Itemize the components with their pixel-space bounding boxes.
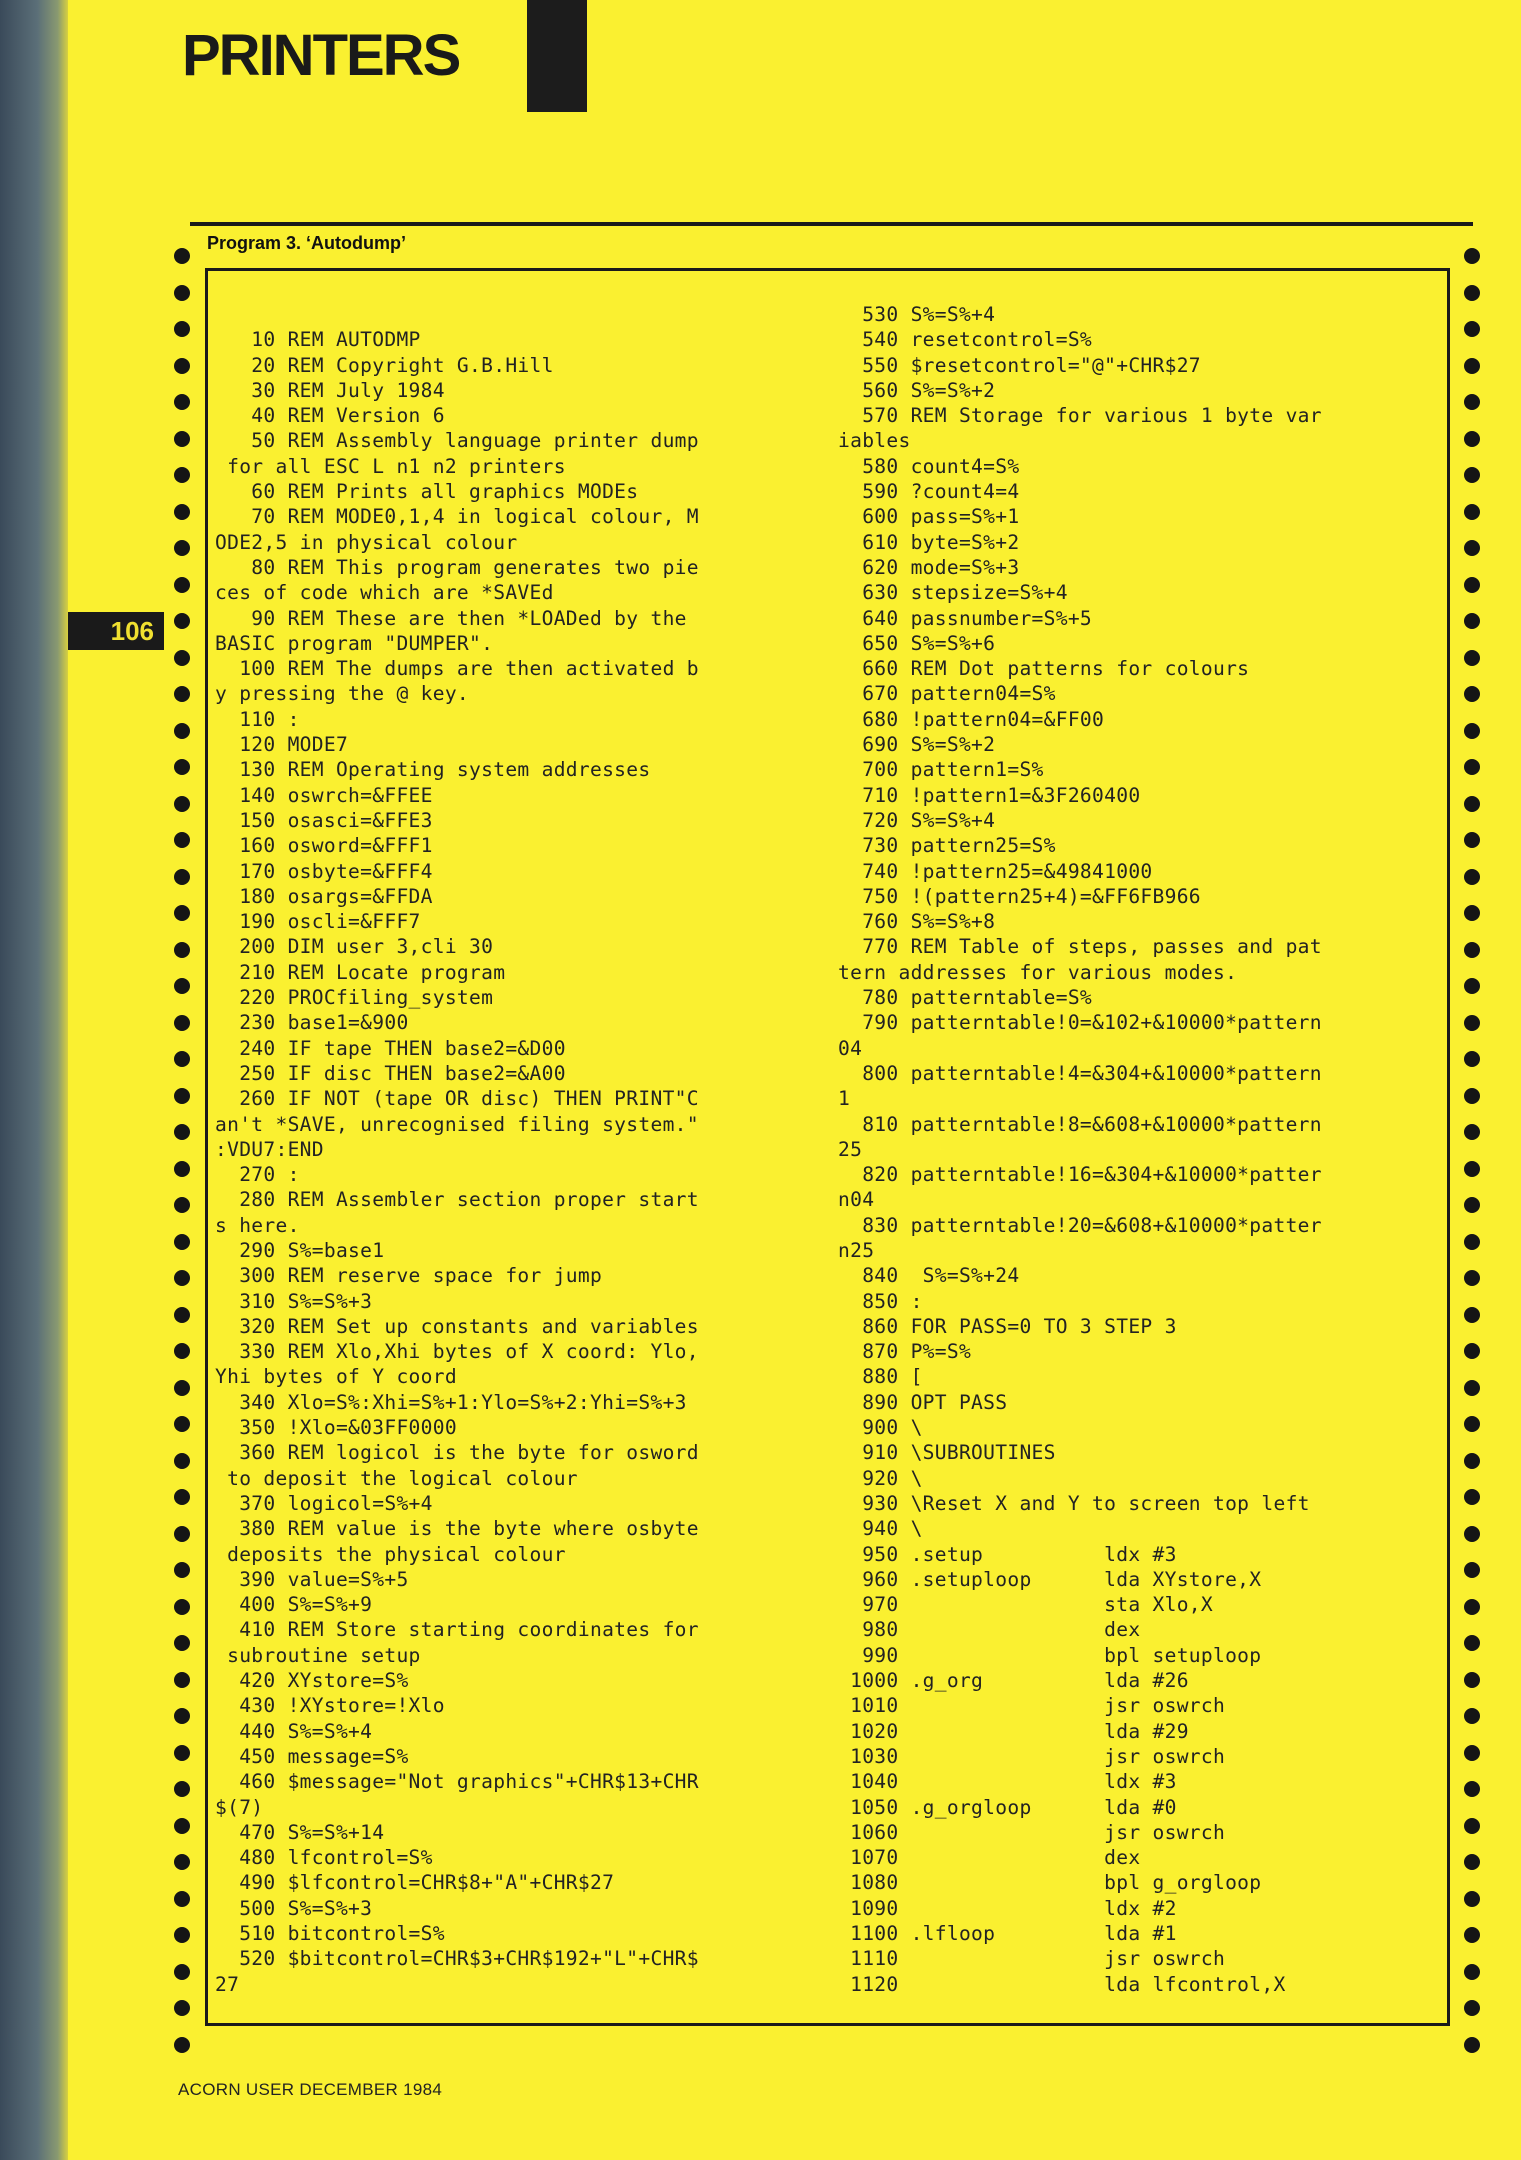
sprocket-hole <box>1464 869 1480 885</box>
sprocket-hole <box>174 1854 190 1870</box>
sprocket-hole <box>1464 1307 1480 1323</box>
sprocket-hole <box>1464 431 1480 447</box>
code-line: 1110 jsr oswrch <box>838 1947 1226 1971</box>
code-line: 300 REM reserve space for jump <box>215 1264 603 1288</box>
sprocket-hole <box>1464 358 1480 374</box>
code-line: 740 !pattern25=&49841000 <box>838 859 1153 883</box>
code-line: 200 DIM user 3,cli 30 <box>215 935 494 959</box>
sprocket-hole <box>174 1964 190 1980</box>
code-line: 830 patterntable!20=&608+&10000*patter <box>838 1213 1322 1237</box>
sprocket-hole <box>1464 1416 1480 1432</box>
sprocket-hole <box>1464 1672 1480 1688</box>
code-line: subroutine setup <box>215 1643 421 1667</box>
code-line: n04 <box>838 1188 875 1212</box>
code-line: 40 REM Version 6 <box>215 404 445 428</box>
code-line: 240 IF tape THEN base2=&D00 <box>215 1036 566 1060</box>
code-line: 250 IF disc THEN base2=&A00 <box>215 1061 566 1085</box>
sprocket-hole <box>1464 1526 1480 1542</box>
sprocket-hole <box>1464 1927 1480 1943</box>
code-line: 1090 ldx #2 <box>838 1896 1177 1920</box>
code-line: 1040 ldx #3 <box>838 1770 1177 1794</box>
sprocket-hole <box>174 942 190 958</box>
header-black-block <box>527 0 587 112</box>
code-line: 130 REM Operating system addresses <box>215 758 651 782</box>
sprocket-holes-right <box>1460 248 1484 2038</box>
code-line: 10 REM AUTODMP <box>215 328 421 352</box>
sprocket-hole <box>174 1343 190 1359</box>
sprocket-hole <box>174 1124 190 1140</box>
sprocket-hole <box>1464 504 1480 520</box>
code-line: 400 S%=S%+9 <box>215 1593 373 1617</box>
sprocket-hole <box>1464 1197 1480 1213</box>
code-line: 490 $lfcontrol=CHR$8+"A"+CHR$27 <box>215 1871 615 1895</box>
code-line: 650 S%=S%+6 <box>838 631 996 655</box>
sprocket-hole <box>174 1526 190 1542</box>
code-line: 150 osasci=&FFE3 <box>215 808 433 832</box>
code-line: 1080 bpl g_orgloop <box>838 1871 1262 1895</box>
sprocket-hole <box>1464 540 1480 556</box>
code-line: 60 REM Prints all graphics MODEs <box>215 480 639 504</box>
code-line: 1 <box>838 1087 851 1111</box>
code-line: 270 : <box>215 1163 300 1187</box>
sprocket-hole <box>1464 832 1480 848</box>
sprocket-hole <box>174 613 190 629</box>
code-line: 950 .setup ldx #3 <box>838 1542 1177 1566</box>
code-line: 880 [ <box>838 1365 923 1389</box>
code-line: 660 REM Dot patterns for colours <box>838 657 1250 681</box>
code-line: 700 pattern1=S% <box>838 758 1044 782</box>
code-line: 480 lfcontrol=S% <box>215 1846 433 1870</box>
sprocket-hole <box>1464 1891 1480 1907</box>
sprocket-hole <box>174 1599 190 1615</box>
code-line: 230 base1=&900 <box>215 1011 409 1035</box>
sprocket-hole <box>174 978 190 994</box>
sprocket-hole <box>1464 1964 1480 1980</box>
code-line: 1100 .lfloop lda #1 <box>838 1922 1177 1945</box>
sprocket-hole <box>174 1270 190 1286</box>
code-line: 100 REM The dumps are then activated b <box>215 657 699 681</box>
code-line: 640 passnumber=S%+5 <box>838 606 1093 630</box>
code-line: 590 ?count4=4 <box>838 480 1020 504</box>
code-line: for all ESC L n1 n2 printers <box>215 454 566 478</box>
code-line: 580 count4=S% <box>838 454 1020 478</box>
code-line: 320 REM Set up constants and variables <box>215 1314 699 1338</box>
code-line: 750 !(pattern25+4)=&FF6FB966 <box>838 884 1201 908</box>
sprocket-hole <box>174 1818 190 1834</box>
sprocket-hole <box>1464 1015 1480 1031</box>
code-line: 30 REM July 1984 <box>215 378 445 402</box>
code-line: 840 S%=S%+24 <box>838 1264 1020 1288</box>
code-line: 1060 jsr oswrch <box>838 1820 1226 1844</box>
sprocket-hole <box>1464 1270 1480 1286</box>
code-line: 1010 jsr oswrch <box>838 1694 1226 1718</box>
code-line: 380 REM value is the byte where osbyte <box>215 1517 699 1541</box>
code-line: 850 : <box>838 1289 923 1313</box>
sprocket-hole <box>1464 1489 1480 1505</box>
code-line: an't *SAVE, unrecognised filing system." <box>215 1112 699 1136</box>
code-line: 420 XYstore=S% <box>215 1669 409 1693</box>
code-line: 310 S%=S%+3 <box>215 1289 373 1313</box>
sprocket-hole <box>1464 2037 1480 2053</box>
code-line: deposits the physical colour <box>215 1542 566 1566</box>
sprocket-hole <box>174 577 190 593</box>
code-line: 550 $resetcontrol="@"+CHR$27 <box>838 353 1201 377</box>
code-line: 990 bpl setuploop <box>838 1643 1262 1667</box>
code-line: 1020 lda #29 <box>838 1719 1189 1743</box>
sprocket-hole <box>174 467 190 483</box>
code-line: s here. <box>215 1213 300 1237</box>
sprocket-hole <box>1464 759 1480 775</box>
sprocket-hole <box>174 2000 190 2016</box>
listing-caption: Program 3. ‘Autodump’ <box>207 233 407 253</box>
code-line: 50 REM Assembly language printer dump <box>215 429 699 453</box>
code-line: 710 !pattern1=&3F260400 <box>838 783 1141 807</box>
sprocket-hole <box>174 358 190 374</box>
code-line: 190 oscli=&FFF7 <box>215 910 421 934</box>
code-line: 760 S%=S%+8 <box>838 910 996 934</box>
code-line: 160 osword=&FFF1 <box>215 834 433 858</box>
code-line: 690 S%=S%+2 <box>838 733 996 757</box>
code-line: 980 dex <box>838 1618 1141 1642</box>
listing-column-left <box>215 302 699 1997</box>
code-line: 330 REM Xlo,Xhi bytes of X coord: Ylo, <box>215 1340 699 1364</box>
code-line: 720 S%=S%+4 <box>838 808 996 832</box>
page-number-tab: 106 <box>68 612 164 650</box>
sprocket-hole <box>174 905 190 921</box>
code-line: 820 patterntable!16=&304+&10000*patter <box>838 1163 1322 1187</box>
sprocket-hole <box>174 759 190 775</box>
sprocket-hole <box>1464 1051 1480 1067</box>
code-line: 770 REM Table of steps, passes and pat <box>838 935 1322 959</box>
code-line: n25 <box>838 1238 875 1262</box>
sprocket-hole <box>174 1781 190 1797</box>
code-line: 170 osbyte=&FFF4 <box>215 859 433 883</box>
sprocket-hole <box>174 1489 190 1505</box>
code-line: 570 REM Storage for various 1 byte var <box>838 404 1322 428</box>
code-line: 450 message=S% <box>215 1744 409 1768</box>
code-line: 810 patterntable!8=&608+&10000*pattern <box>838 1112 1322 1136</box>
sprocket-hole <box>174 1562 190 1578</box>
code-line: 790 patterntable!0=&102+&10000*pattern <box>838 1011 1322 1035</box>
sprocket-hole <box>1464 796 1480 812</box>
code-line: $(7) <box>215 1795 264 1819</box>
magazine-footer: ACORN USER DECEMBER 1984 <box>178 2080 443 2099</box>
code-line: 470 S%=S%+14 <box>215 1820 385 1844</box>
code-line: 960 .setuploop lda XYstore,X <box>838 1567 1262 1591</box>
sprocket-hole <box>174 540 190 556</box>
sprocket-hole <box>174 650 190 666</box>
code-line: 290 S%=base1 <box>215 1238 385 1262</box>
sprocket-holes-left <box>170 248 194 2038</box>
sprocket-hole <box>174 321 190 337</box>
code-line: 620 mode=S%+3 <box>838 555 1020 579</box>
sprocket-hole <box>174 1380 190 1396</box>
sprocket-hole <box>174 1927 190 1943</box>
sprocket-hole <box>1464 1453 1480 1469</box>
code-line: 920 \ <box>838 1466 923 1490</box>
sprocket-hole <box>1464 1745 1480 1761</box>
sprocket-hole <box>174 1234 190 1250</box>
code-line: 670 pattern04=S% <box>838 682 1056 706</box>
sprocket-hole <box>1464 978 1480 994</box>
code-line: 730 pattern25=S% <box>838 834 1056 858</box>
code-line: 970 sta Xlo,X <box>838 1593 1213 1617</box>
code-line: to deposit the logical colour <box>215 1466 578 1490</box>
sprocket-hole <box>174 285 190 301</box>
code-line: 340 Xlo=S%:Xhi=S%+1:Ylo=S%+2:Yhi=S%+3 <box>215 1390 687 1414</box>
code-line: 900 \ <box>838 1416 923 1440</box>
sprocket-hole <box>1464 1234 1480 1250</box>
sprocket-hole <box>174 796 190 812</box>
code-line: Yhi bytes of Y coord <box>215 1365 457 1389</box>
code-line: 1030 jsr oswrch <box>838 1744 1226 1768</box>
sprocket-hole <box>174 869 190 885</box>
sprocket-hole <box>174 832 190 848</box>
code-line: 560 S%=S%+2 <box>838 378 996 402</box>
code-line: 25 <box>838 1137 863 1161</box>
sprocket-hole <box>174 1161 190 1177</box>
code-line: 370 logicol=S%+4 <box>215 1491 433 1515</box>
code-line: 360 REM logicol is the byte for osword <box>215 1441 699 1465</box>
section-title: PRINTERS <box>182 23 460 88</box>
code-line: ces of code which are *SAVEd <box>215 581 554 605</box>
code-line: 870 P%=S% <box>838 1340 972 1364</box>
sprocket-hole <box>1464 686 1480 702</box>
code-line: 930 \Reset X and Y to screen top left <box>838 1491 1310 1515</box>
sprocket-hole <box>174 1708 190 1724</box>
code-line: 610 byte=S%+2 <box>838 530 1020 554</box>
code-line: 910 \SUBROUTINES <box>838 1441 1056 1465</box>
code-line: 140 oswrch=&FFEE <box>215 783 433 807</box>
code-line: 530 S%=S%+4 <box>838 303 996 326</box>
code-line: 1070 dex <box>838 1846 1141 1870</box>
sprocket-hole <box>174 431 190 447</box>
sprocket-hole <box>174 723 190 739</box>
sprocket-hole <box>1464 1380 1480 1396</box>
code-line: 120 MODE7 <box>215 733 349 757</box>
sprocket-hole <box>1464 321 1480 337</box>
code-line: 70 REM MODE0,1,4 in logical colour, M <box>215 505 699 529</box>
sprocket-hole <box>1464 905 1480 921</box>
sprocket-hole <box>1464 1818 1480 1834</box>
sprocket-hole <box>174 686 190 702</box>
sprocket-hole <box>1464 1343 1480 1359</box>
sprocket-hole <box>1464 1124 1480 1140</box>
code-line: 110 : <box>215 707 300 731</box>
code-line: 210 REM Locate program <box>215 960 506 984</box>
sprocket-hole <box>1464 1562 1480 1578</box>
code-line: 20 REM Copyright G.B.Hill <box>215 353 554 377</box>
code-line: 800 patterntable!4=&304+&10000*pattern <box>838 1061 1322 1085</box>
code-line: :VDU7:END <box>215 1137 324 1161</box>
code-line: 510 bitcontrol=S% <box>215 1922 445 1945</box>
code-line: 430 !XYstore=!Xlo <box>215 1694 445 1718</box>
sprocket-hole <box>174 1891 190 1907</box>
code-line: 780 patterntable=S% <box>838 986 1093 1010</box>
sprocket-hole <box>1464 1161 1480 1177</box>
sprocket-hole <box>174 1015 190 1031</box>
sprocket-hole <box>174 1453 190 1469</box>
sprocket-hole <box>174 1307 190 1323</box>
code-line: 860 FOR PASS=0 TO 3 STEP 3 <box>838 1314 1177 1338</box>
code-line: 410 REM Store starting coordinates for <box>215 1618 699 1642</box>
sprocket-hole <box>1464 613 1480 629</box>
sprocket-hole <box>1464 248 1480 264</box>
sprocket-hole <box>1464 1708 1480 1724</box>
code-line: 890 OPT PASS <box>838 1390 1008 1414</box>
code-line: 680 !pattern04=&FF00 <box>838 707 1105 731</box>
code-line: 1050 .g_orgloop lda #0 <box>838 1795 1177 1819</box>
sprocket-hole <box>1464 394 1480 410</box>
code-line: 27 <box>215 1972 240 1996</box>
code-line: iables <box>838 429 911 453</box>
code-line: 180 osargs=&FFDA <box>215 884 433 908</box>
code-line <box>215 302 699 327</box>
code-line: 940 \ <box>838 1517 923 1541</box>
code-line: 280 REM Assembler section proper start <box>215 1188 699 1212</box>
code-line: 1120 lda lfcontrol,X <box>838 1972 1286 1996</box>
code-line: 630 stepsize=S%+4 <box>838 581 1068 605</box>
code-line: 80 REM This program generates two pie <box>215 555 699 579</box>
code-line: 220 PROCfiling_system <box>215 986 494 1010</box>
sprocket-hole <box>1464 1088 1480 1104</box>
sprocket-hole <box>1464 285 1480 301</box>
sprocket-hole <box>1464 467 1480 483</box>
sprocket-hole <box>1464 577 1480 593</box>
sprocket-hole <box>1464 1781 1480 1797</box>
sprocket-hole <box>1464 723 1480 739</box>
sprocket-hole <box>174 1088 190 1104</box>
code-line: 520 $bitcontrol=CHR$3+CHR$192+"L"+CHR$ <box>215 1947 699 1971</box>
sprocket-hole <box>1464 1635 1480 1651</box>
code-line: tern addresses for various modes. <box>838 960 1238 984</box>
code-line: y pressing the @ key. <box>215 682 470 706</box>
code-line: ODE2,5 in physical colour <box>215 530 518 554</box>
sprocket-hole <box>174 248 190 264</box>
code-line: 540 resetcontrol=S% <box>838 328 1093 352</box>
sprocket-hole <box>174 1635 190 1651</box>
code-line: 500 S%=S%+3 <box>215 1896 373 1920</box>
sprocket-hole <box>174 1745 190 1761</box>
code-line: 350 !Xlo=&03FF0000 <box>215 1416 457 1440</box>
code-line: 90 REM These are then *LOADed by the <box>215 606 687 630</box>
code-line: 390 value=S%+5 <box>215 1567 409 1591</box>
sprocket-hole <box>1464 2000 1480 2016</box>
magazine-spine-edge <box>0 0 68 2160</box>
code-line: 04 <box>838 1036 863 1060</box>
listing-column-right <box>838 302 1322 1997</box>
sprocket-hole <box>174 1197 190 1213</box>
code-line: 260 IF NOT (tape OR disc) THEN PRINT"C <box>215 1087 699 1111</box>
code-line: BASIC program "DUMPER". <box>215 631 494 655</box>
sprocket-hole <box>1464 1599 1480 1615</box>
code-line: 1000 .g_org lda #26 <box>838 1669 1189 1693</box>
code-line: 600 pass=S%+1 <box>838 505 1020 529</box>
caption-rule <box>190 222 1473 226</box>
sprocket-hole <box>174 1051 190 1067</box>
sprocket-hole <box>174 504 190 520</box>
sprocket-hole <box>1464 650 1480 666</box>
code-line: 440 S%=S%+4 <box>215 1719 373 1743</box>
sprocket-hole <box>174 2037 190 2053</box>
sprocket-hole <box>174 394 190 410</box>
sprocket-hole <box>1464 1854 1480 1870</box>
code-line: 460 $message="Not graphics"+CHR$13+CHR <box>215 1770 699 1794</box>
sprocket-hole <box>174 1416 190 1432</box>
sprocket-hole <box>1464 942 1480 958</box>
sprocket-hole <box>174 1672 190 1688</box>
